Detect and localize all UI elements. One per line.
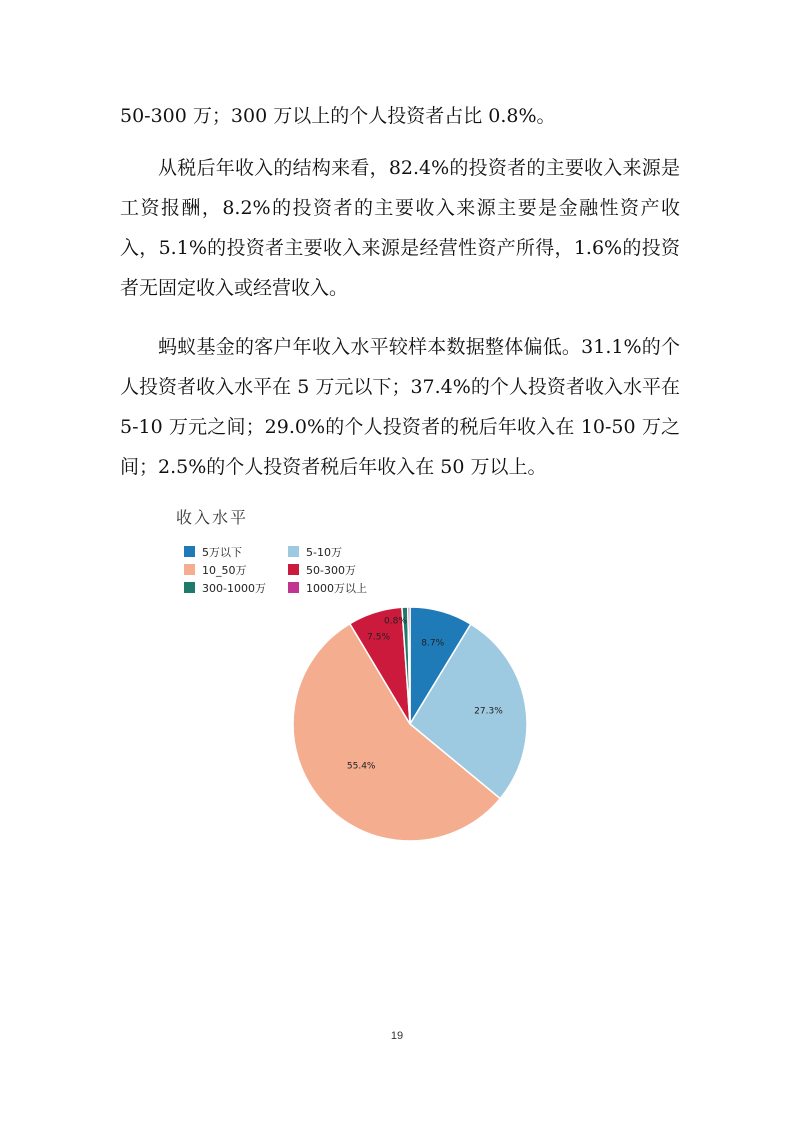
paragraph-1: 50-300 万；300 万以上的个人投资者占比 0.8%。 <box>120 105 556 127</box>
legend-label: 10_50万 <box>202 563 247 577</box>
legend-label: 50-300万 <box>306 563 356 577</box>
legend-label: 1000万以上 <box>306 581 367 595</box>
chart-title: 收入水平 <box>176 508 249 527</box>
pie-slice-label-3: 55.4% <box>346 761 376 772</box>
pie-slice-label-4: 7.5% <box>367 632 391 643</box>
paragraph-2: 从税后年收入的结构来看，82.4%的投资者的主要收入来源是工资报酬，8.2%的投资者的主要收入来源主要是金融性资产收入，5.1%的投资者主要收入来源是经营性资产所得，1.6%的投资者无固定收入或经营收入。 <box>120 157 680 299</box>
pie-slice-label-2: 27.3% <box>474 706 503 717</box>
page-number: 19 <box>390 1030 404 1042</box>
legend-label: 300-1000万 <box>202 581 266 595</box>
paragraph-3: 蚂蚁基金的客户年收入水平较样本数据整体偏低。31.1%的个人投资者收入水平在 5 万元以下；37.4%的个人投资者收入水平在 5-10 万元之间；29.0%的个人投资者的税后年收入在 10-50 万之间；2.5%的个人投资者税后年收入在 50 万以上。 <box>120 336 680 478</box>
legend-label: 5-10万 <box>306 545 342 559</box>
pie-slice-label-1: 8.7% <box>421 638 445 649</box>
legend-label: 5万以下 <box>202 545 242 559</box>
pie-slice-label-5: 0.8% <box>384 616 407 627</box>
